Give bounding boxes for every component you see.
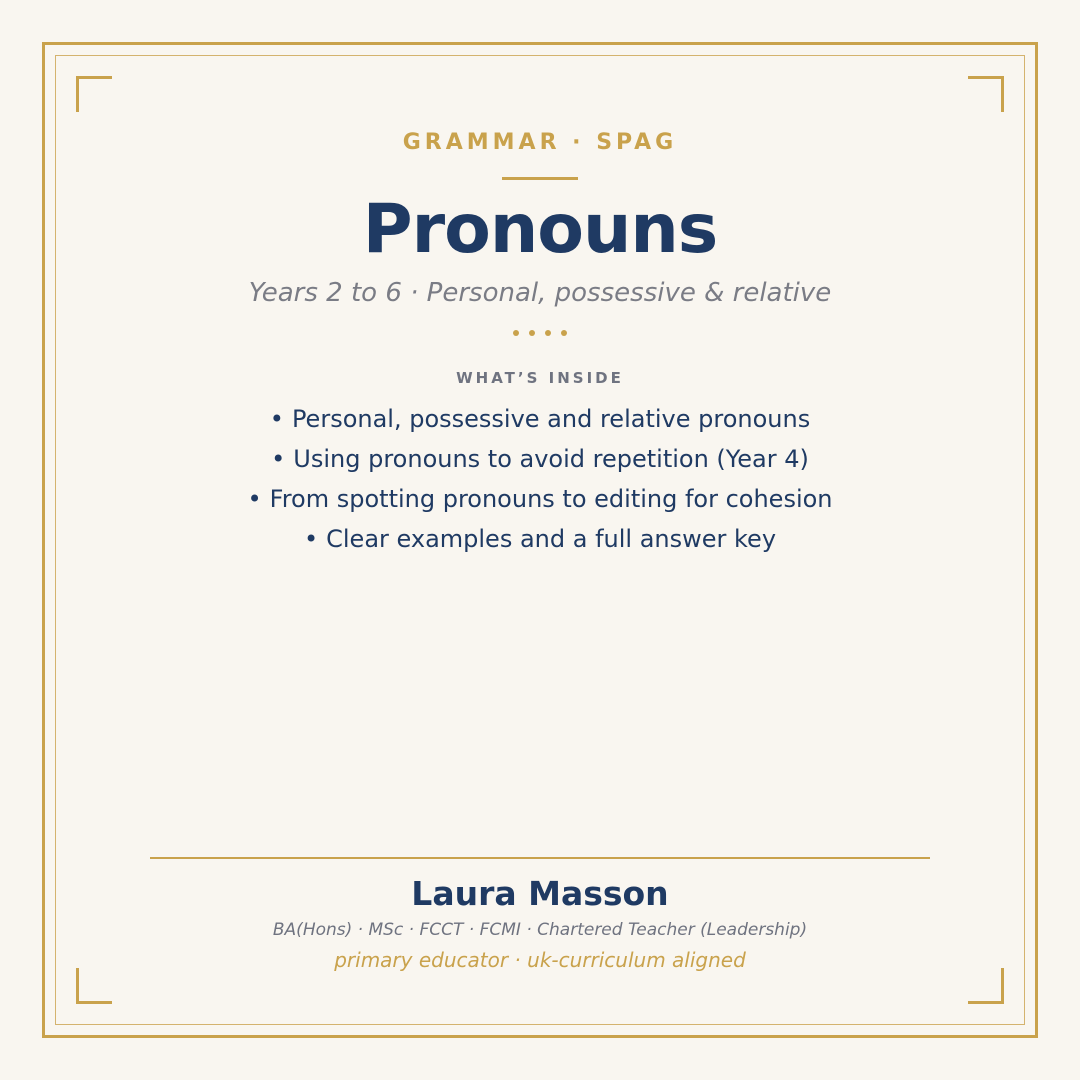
author-tagline: primary educator · uk-curriculum aligned xyxy=(334,948,746,972)
corner-ornament-top-left xyxy=(76,76,112,112)
section-label: WHAT’S INSIDE xyxy=(456,369,624,387)
eyebrow-divider xyxy=(502,177,578,180)
feature-text: From spotting pronouns to editing for cohesion xyxy=(269,485,833,513)
list-item xyxy=(0,439,1080,479)
list-item xyxy=(0,399,1080,439)
subtitle: Years 2 to 6 · Personal, possessive & relative xyxy=(248,278,832,308)
bullet-glyph: • xyxy=(303,525,319,553)
feature-text: Clear examples and a full answer key xyxy=(326,525,777,553)
feature-text: Personal, possessive and relative pronouns xyxy=(291,405,811,433)
bullet-glyph: • xyxy=(269,405,284,433)
page-title: Pronouns xyxy=(362,190,718,269)
divider-dot xyxy=(529,330,535,336)
author-credentials: BA(Hons) · MSc · FCCT · FCMI · Chartered Teacher (Leadership) xyxy=(272,920,808,940)
feature-list xyxy=(0,399,1080,559)
author-name: Laura Masson xyxy=(411,874,669,913)
list-item xyxy=(0,519,1080,559)
divider-dot xyxy=(513,330,519,336)
bullet-glyph: • xyxy=(271,445,286,473)
corner-ornament-bottom-left xyxy=(76,968,112,1004)
divider-dot xyxy=(561,330,567,336)
list-item xyxy=(0,479,1080,519)
bullet-glyph: • xyxy=(247,485,262,513)
corner-ornament-top-right xyxy=(968,76,1004,112)
corner-ornament-bottom-right xyxy=(968,968,1004,1004)
dot-divider xyxy=(513,330,567,338)
category-eyebrow: GRAMMAR · SPAG xyxy=(402,130,678,155)
footer-divider xyxy=(150,857,930,859)
feature-text: Using pronouns to avoid repetition (Year 4) xyxy=(293,445,809,473)
divider-dot xyxy=(545,330,551,336)
